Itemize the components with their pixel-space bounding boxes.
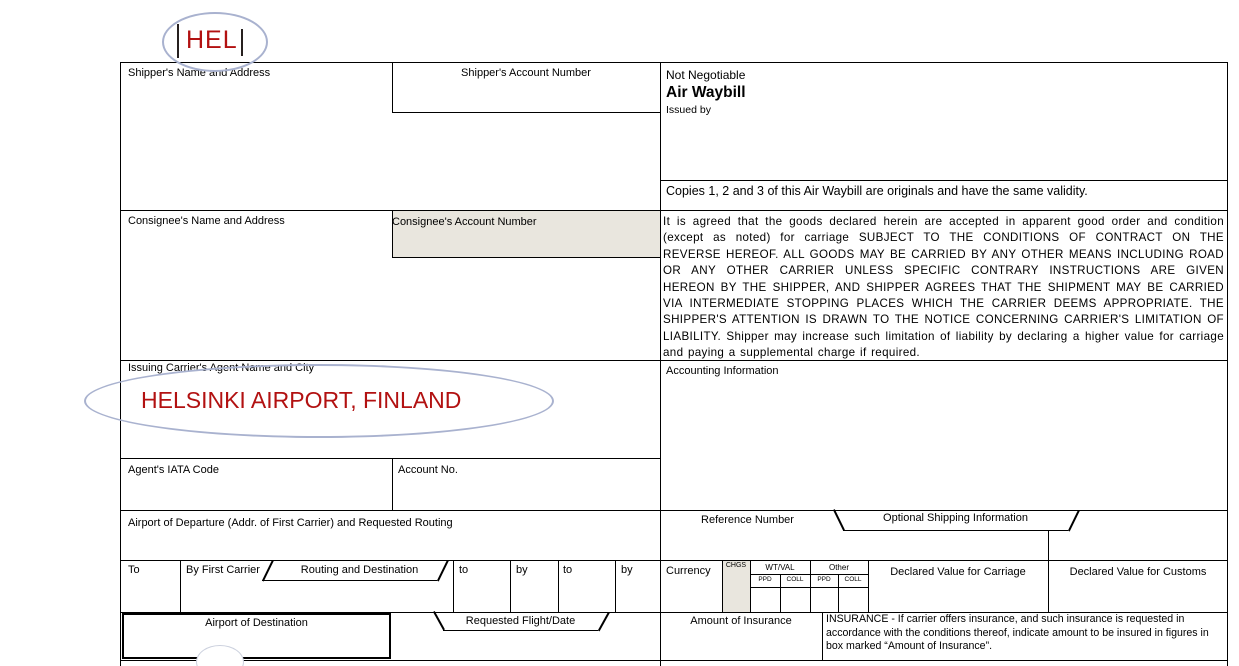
other-coll-label: COLL (844, 576, 862, 583)
not-negotiable-label: Not Negotiable (666, 68, 746, 82)
accounting-info-field[interactable] (661, 378, 1226, 508)
consignee-account-label: Consignee's Account Number (392, 216, 537, 228)
grid-line (615, 560, 616, 612)
grid-line (750, 574, 868, 575)
grid-line (392, 257, 660, 258)
requested-flight-date-label: Requested Flight/Date (465, 615, 576, 627)
accounting-info-label: Accounting Information (666, 365, 779, 377)
agent-iata-label: Agent's IATA Code (128, 464, 219, 476)
routing-to-label: To (128, 564, 140, 576)
other-label: Other (828, 563, 849, 572)
departure-routing-field[interactable] (121, 528, 659, 559)
grid-line (750, 587, 868, 588)
airport-of-destination-field[interactable] (124, 628, 388, 656)
grid-line (510, 560, 511, 612)
routing-and-destination-label: Routing and Destination (300, 564, 419, 576)
grid-line (443, 630, 598, 631)
issued-by-label: Issued by (666, 104, 711, 116)
grid-line (453, 560, 454, 612)
routing-to2-label: to (459, 564, 469, 576)
routing-by2-label: by (621, 564, 633, 576)
chgs-label: CHGS (725, 562, 747, 569)
grid-line (120, 560, 1228, 561)
grid-line (558, 560, 559, 612)
copies-note: Copies 1, 2 and 3 of this Air Waybill are originals and have the same validity. (666, 184, 1088, 198)
hel-entry-text[interactable]: HEL (186, 26, 238, 54)
consignee-name-field[interactable] (121, 228, 391, 356)
insurance-note-text: INSURANCE - If carrier offers insurance, and such insurance is requested in accordance with the conditions thereof, indicate amount to be insured in figures in box marked “Amount of Insurance”. (826, 613, 1209, 653)
agent-iata-field[interactable] (121, 475, 391, 509)
reference-number-field[interactable] (661, 528, 834, 559)
grid-line (822, 612, 823, 660)
reference-number-label: Reference Number (701, 514, 794, 526)
shipper-name-label: Shipper's Name and Address (128, 67, 271, 79)
shipper-account-field[interactable] (393, 80, 659, 111)
grid-line (120, 510, 1228, 511)
wtval-label: WT/VAL (765, 563, 795, 572)
grid-line (1048, 530, 1049, 560)
grid-line (392, 112, 660, 113)
annotation-ellipse-hel (162, 12, 268, 72)
wtval-ppd-label: PPD (758, 576, 772, 583)
account-no-field[interactable] (393, 475, 659, 509)
grid-line (120, 458, 660, 459)
issuing-agent-label: Issuing Carrier's Agent Name and City (128, 362, 315, 374)
other-ppd-label: PPD (817, 576, 831, 583)
grid-line (180, 560, 181, 612)
consignee-name-label: Consignee's Name and Address (128, 215, 285, 227)
declared-value-carriage-label: Declared Value for Carriage (890, 566, 1026, 578)
by-first-carrier-label: By First Carrier (186, 564, 260, 576)
grid-line (660, 180, 1228, 181)
wtval-coll-label: COLL (786, 576, 804, 583)
routing-to3-label: to (563, 564, 573, 576)
agent-city-entry-text[interactable]: HELSINKI AIRPORT, FINLAND (141, 387, 462, 413)
grid-line (843, 530, 1068, 531)
declared-value-customs-label: Declared Value for Customs (1069, 566, 1207, 578)
amount-of-insurance-label: Amount of Insurance (690, 615, 792, 627)
departure-routing-label: Airport of Departure (Addr. of First Carrier) and Requested Routing (128, 517, 453, 529)
consignee-account-field[interactable] (393, 228, 659, 256)
airport-of-destination-label: Airport of Destination (205, 617, 308, 629)
shipper-account-label: Shipper's Account Number (461, 67, 591, 79)
optional-shipping-label: Optional Shipping Information (883, 512, 1028, 524)
shipper-name-field[interactable] (121, 80, 391, 208)
routing-by1-label: by (516, 564, 528, 576)
grid-line (120, 62, 1228, 63)
requested-flight-field[interactable] (420, 632, 620, 658)
amount-of-insurance-field[interactable] (661, 628, 821, 658)
account-no-label: Account No. (398, 464, 458, 476)
air-waybill-title: Air Waybill (666, 84, 746, 101)
grid-line (262, 580, 437, 581)
grid-line (120, 660, 1228, 661)
currency-label: Currency (666, 565, 711, 577)
grid-line (660, 62, 661, 666)
conditions-of-contract-text: It is agreed that the goods declared herein are accepted in apparent good order and condition (except as noted) for carriage SUBJECT TO THE CONDITIONS OF CONTRACT ON THE REVERSE HEREOF. ALL GOODS MAY BE CARRIED BY ANY OTHER MEANS INCLUDING ROAD OR ANY OTHER CARRIER UNLESS SPECIFIC CONTRARY INSTRUCTIONS ARE GIVEN HEREON BY THE SHIPPER, AND SHIPPER AGREES THAT THE SHIPMENT MAY BE CARRIED VIA INTERMEDIATE STOPPING PLACES WHICH THE CARRIER DEEMS APPROPRIATE. THE SHIPPER'S ATTENTION IS DRAWN TO THE NOTICE CONCERNING CARRIER'S LIMITATION OF LIABILITY. Shipper may increase such limitation of liability by declaring a higher value for carriage and paying a supplemental charge if required. (663, 215, 1224, 360)
grid-line (120, 210, 1228, 211)
annotation-ellipse-agent (84, 364, 554, 438)
